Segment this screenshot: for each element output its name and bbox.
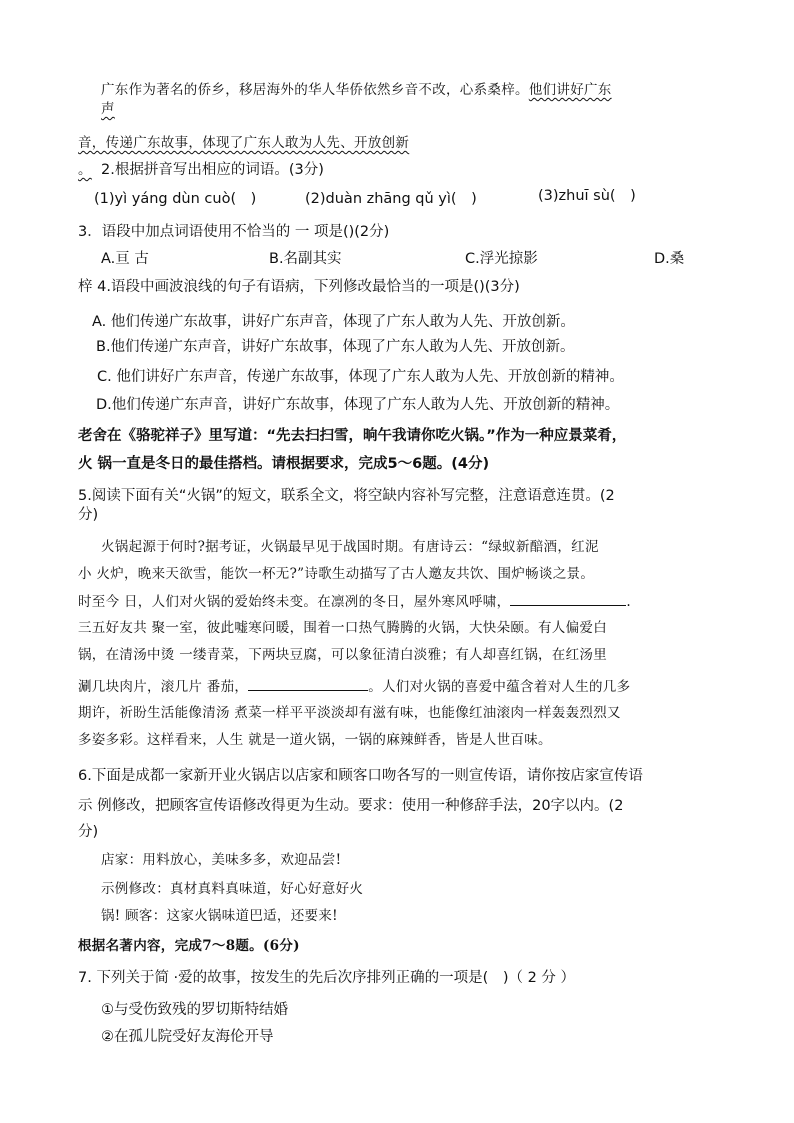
question-2-item-2: (2)duàn zhāng qǔ yì( )	[305, 191, 477, 207]
answer-blank-1[interactable]	[510, 591, 626, 606]
shop-slogan: 店家：用料放心，美味多多，欢迎品尝!	[101, 852, 342, 868]
question-4-option-b: B.他们传递广东声音，讲好广东故事，体现了广东人敢为人先、开放创新。	[96, 339, 575, 355]
customer-slogan: 锅! 顾客：这家火锅味道巴适，还要来!	[101, 908, 338, 924]
hotpot-passage-line: 多姿多彩。这样看来，人生 就是一道火锅，一锅的麻辣鲜香，皆是人世百味。	[78, 732, 552, 748]
example-revision: 示例修改：真材真料真味道，好心好意好火	[101, 881, 364, 897]
hotpot-passage-text: 时至今 日，人们对火锅的爱始终未变。在凛冽的冬日，屋外寒风呼啸，	[78, 594, 511, 610]
question-4-title: 梓 4.语段中画波浪线的句子有语病，下列修改最恰当的一项是()(3分)	[78, 279, 520, 295]
wavy-underlined-sentence: 音，传递广东故事，体现了广东人敢为人先、开放创新	[78, 135, 410, 151]
wavy-underlined-sentence: 他们讲好广东	[528, 82, 612, 98]
question-2-title: 2.根据拼音写出相应的词语。(3分)	[101, 162, 324, 178]
hotpot-passage-line: 锅，在清汤中烫 一缕青菜，下两块豆腐，可以象征清白淡雅；有人却喜红锅，在红汤里	[78, 647, 607, 663]
question-3-option-c: C.浮光掠影	[465, 251, 538, 267]
question-7-item-2: ②在孤儿院受好友海伦开导	[101, 1029, 274, 1045]
question-7-title: 7. 下列关于简 ·爱的故事，按发生的先后次序排列正确的一项是( )（ 2 分 ）	[78, 970, 576, 986]
question-6-title-cont: 分)	[78, 824, 99, 840]
question-5-title-cont: 分)	[78, 507, 99, 523]
wavy-underlined-sentence: 声	[101, 101, 115, 117]
question-4-option-a: A. 他们传递广东故事，讲好广东声音，体现了广东人敢为人先、开放创新。	[92, 314, 575, 330]
hotpot-passage-line: 三五好友共 聚一室，彼此嘘寒问暖，围着一口热气腾腾的火锅，大快朵颐。有人偏爱白	[78, 620, 607, 636]
question-5-title: 5.阅读下面有关“火锅”的短文，联系全文，将空缺内容补写完整，注意语意连贯。(2	[78, 488, 615, 504]
passage-line-2	[101, 99, 115, 119]
question-4-option-c: C. 他们讲好广东声音，传递广东故事，体现了广东人敢为人先、开放创新的精神。	[97, 369, 624, 385]
question-3-option-b: B.名副其实	[269, 251, 342, 267]
answer-blank-2[interactable]	[248, 676, 368, 691]
question-6-title-cont: 示 例修改，把顾客宣传语修改得更为生动。要求：使用一种修辞手法，20字以内。(2	[78, 798, 624, 814]
question-2-item-3: (3)zhuī sù( )	[538, 188, 636, 204]
hotpot-passage-line	[78, 676, 630, 697]
question-4-option-d: D.他们传递广东声音，讲好广东故事，体现了广东人敢为人先、开放创新的精神。	[96, 397, 620, 413]
passage-text: 广东作为著名的侨乡，移居海外的华人华侨依然乡音不改，心系桑梓。	[101, 82, 529, 98]
passage-line-1	[101, 80, 612, 100]
hotpot-passage-line: 期许，祈盼生活能像清汤 煮菜一样平平淡淡却有滋有味，也能像红油滚肉一样轰轰烈烈又	[78, 705, 621, 721]
hotpot-passage-line	[78, 591, 631, 612]
hotpot-passage-line: 火锅起源于何时?据考证，火锅最早见于战国时期。有唐诗云：“绿蚁新醅酒，红泥	[101, 539, 599, 555]
wavy-underlined-mark: 。	[78, 162, 92, 178]
question-7-item-1: ①与受伤致残的罗切斯特结婚	[101, 1002, 288, 1018]
passage-line-4	[78, 160, 92, 180]
blank-end-mark: .	[626, 594, 631, 610]
hotpot-passage-text: 涮几块肉片，滚几片 番茄，	[78, 679, 249, 695]
section-intro-5-6-cont: 火 锅一直是冬日的最佳搭档。请根据要求，完成5～6题。(4分)	[78, 456, 490, 472]
question-3-option-a: A.亘 古	[101, 251, 149, 267]
hotpot-passage-text: 。人们对火锅的喜爱中蕴含着对人生的几多	[368, 679, 631, 695]
question-2-item-1: (1)yì yáng dùn cuò( )	[94, 191, 257, 207]
section-intro-7-8: 根据名著内容，完成7～8题。(6分)	[78, 938, 300, 954]
question-6-title: 6.下面是成都一家新开业火锅店以店家和顾客口吻各写的一则宣传语，请你按店家宣传语	[78, 768, 643, 784]
question-3-option-d: D.桑	[654, 251, 685, 267]
section-intro-5-6: 老舍在《骆驼祥子》里写道：“先去扫扫雪，晌午我请你吃火锅。”作为一种应景菜肴，	[78, 428, 627, 444]
question-3-title: 3．语段中加点词语使用不恰当的 一 项是()(2分)	[78, 224, 390, 240]
passage-line-3	[78, 133, 409, 153]
hotpot-passage-line: 小 火炉，晚来天欲雪，能饮一杯无?”诗歌生动描写了古人邀友共饮、围炉畅谈之景。	[78, 566, 595, 582]
